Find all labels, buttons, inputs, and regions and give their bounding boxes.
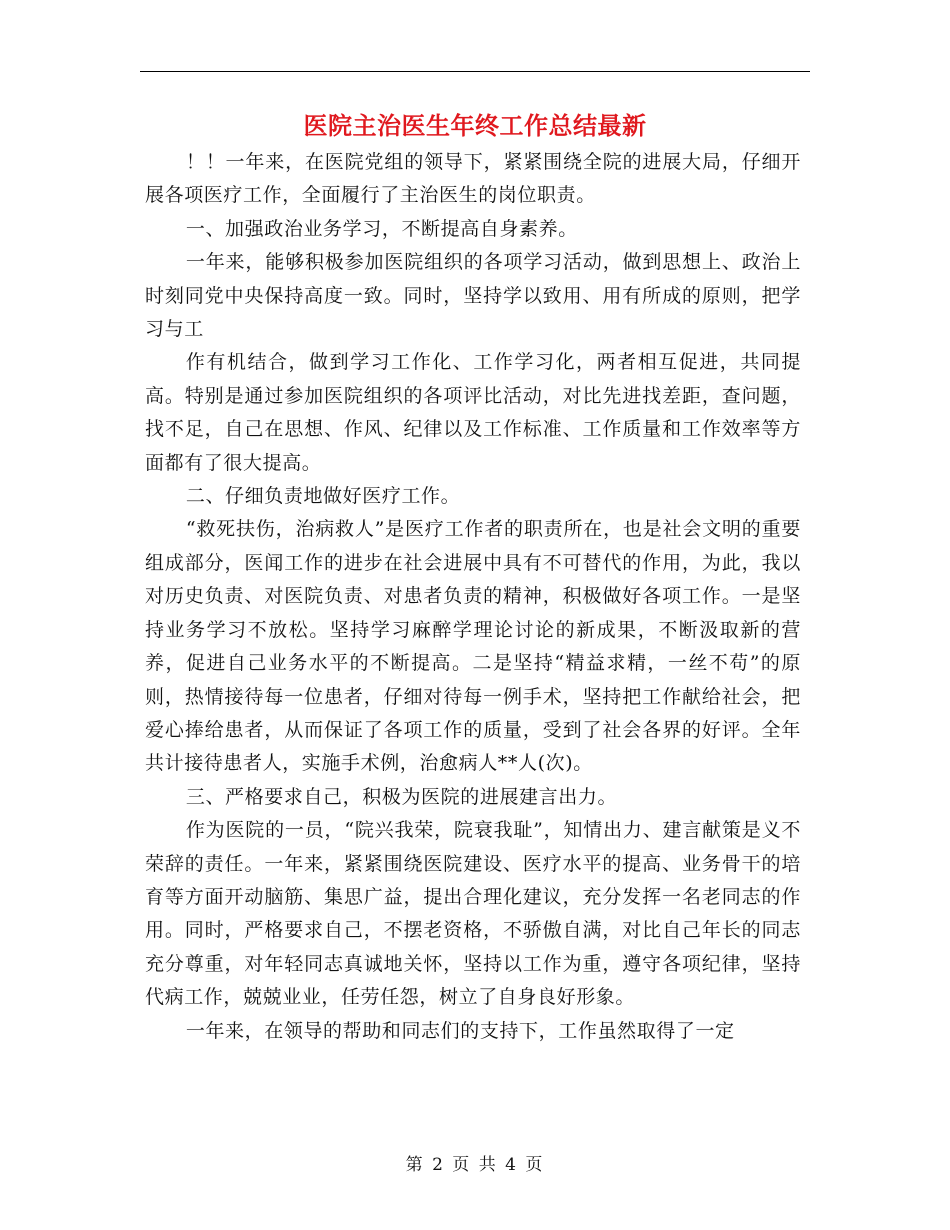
- paragraph-3: 作为医院的一员，“院兴我荣，院衰我耻”，知情出力、建言献策是义不荣辞的责任。一年来，紧紧围绕医院建设、医疗水平的提高、业务骨干的培育等方面开动脑筋、集思广益，提出合理化建议，充分发挥一名老同志的作用。同时，严格要求自己，不摆老资格，不骄傲自满，对比自己年长的同志充分尊重，对年轻同志真诚地关怀，坚持以工作为重，遵守各项纪律，坚持代病工作，兢兢业业，任劳任怨，树立了自身良好形象。: [145, 819, 801, 1009]
- document-title: 医院主治医生年终工作总结最新: [303, 111, 647, 140]
- paragraph-intro: ！！一年来，在医院党组的领导下，紧紧围绕全院的进展大局，仔细开展各项医疗工作，全面履行了主治医生的岗位职责。: [145, 151, 801, 207]
- section-heading-2: 二、仔细负责地做好医疗工作。: [185, 485, 461, 508]
- page-footer: 第 2 页 共 4 页: [405, 1155, 545, 1175]
- paragraph-closing: 一年来，在领导的帮助和同志们的支持下，工作虽然取得了一定: [185, 1019, 735, 1042]
- section-heading-3: 三、严格要求自己，积极为医院的进展建言出力。: [185, 785, 618, 808]
- paragraph-1b: 作有机结合，做到学习工作化、工作学习化，两者相互促进，共同提高。特别是通过参加医院组织的各项评比活动，对比先进找差距，查问题，找不足，自己在思想、作风、纪律以及工作标准、工作质量和工作效率等方面都有了很大提高。: [145, 351, 801, 474]
- paragraph-2: “救死扶伤，治病救人”是医疗工作者的职责所在，也是社会文明的重要组成部分，医闻工作的进步在社会进展中具有不可替代的作用，为此，我以对历史负责、对医院负责、对患者负责的精神，积极做好各项工作。一是坚持业务学习不放松。坚持学习麻醉学理论讨论的新成果，不断汲取新的营养，促进自己业务水平的不断提高。二是坚持“精益求精，一丝不苟”的原则，热情接待每一位患者，仔细对待每一例手术，坚持把工作献给社会，把爱心捧给患者，从而保证了各项工作的质量，受到了社会各界的好评。全年共计接待患者人，实施手术例，治愈病人**人(次)。: [145, 518, 801, 775]
- document-body: [145, 146, 801, 1048]
- header-rule: [140, 71, 810, 72]
- section-heading-1: 一、加强政治业务学习，不断提高自身素养。: [185, 217, 578, 240]
- paragraph-1a: 一年来，能够积极参加医院组织的各项学习活动，做到思想上、政治上时刻同党中央保持高度一致。同时，坚持学以致用、用有所成的原则，把学习与工: [145, 251, 801, 341]
